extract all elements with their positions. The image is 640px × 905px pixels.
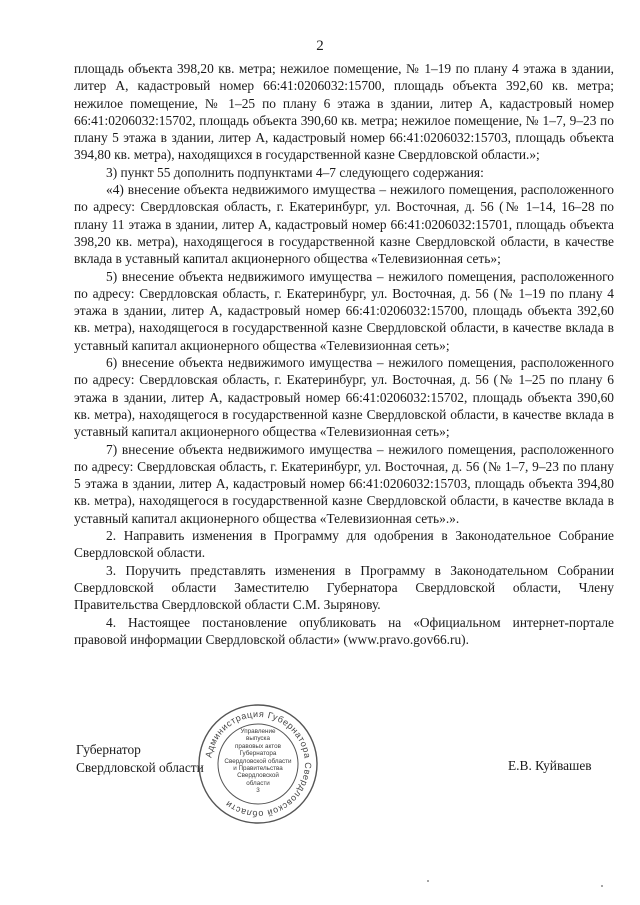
stamp-ring-text: Администрация Губернатора Свердловской области	[203, 708, 314, 820]
paragraph-subitem-5: 5) внесение объекта недвижимого имущества – нежилого помещения, расположенного по адресу: Свердловская область, г. Екатеринбург, ул. Восточная, д. 56 (№ 1–19 по плану 4 этажа в здании, литер А, кадастровый номер 66:41:0206032:15700, площадь объекта 392,60 кв. метра), находящегося в государственной казне Свердловской области, в качестве вклада в уставный капитал акционерного общества «Телевизионная сеть»;	[74, 268, 614, 353]
stamp-line: Управление	[240, 728, 276, 735]
stamp-line: и Правительства	[233, 765, 283, 773]
stamp-line: выпуска	[246, 735, 270, 743]
official-stamp	[196, 702, 320, 826]
scan-speck	[601, 885, 603, 887]
scan-speck	[427, 880, 429, 882]
stamp-line: Свердловской области	[224, 757, 292, 765]
stamp-line: области	[246, 779, 270, 787]
paragraph-subitem-7: 7) внесение объекта недвижимого имущества – нежилого помещения, расположенного по адресу: Свердловская область, г. Екатеринбург, ул. Восточная, д. 56 (№ 1–7, 9–23 по плану 5 этажа в здании, литер А, кадастровый номер 66:41:0206032:15703, площадь объекта 394,80 кв. метра), находящегося в государственной казне Свердловской области, в качестве вклада в уставный капитал акционерного общества «Телевизионная сеть».».	[74, 441, 614, 526]
signatory-position-line2: Свердловской области	[76, 759, 204, 775]
signatory-name: Е.В. Куйвашев	[508, 758, 592, 773]
paragraph-point-2: 2. Направить изменения в Программу для одобрения в Законодательное Собрание Свердловской области.	[74, 528, 614, 561]
paragraph-continuation: площадь объекта 398,20 кв. метра; нежилое помещение, № 1–19 по плану 4 этажа в здании, литер А, кадастровый номер 66:41:0206032:15700, площадь объекта 392,60 кв. метра; нежилое помещение, № 1–25 по плану 6 этажа в здании, литер А, кадастровый номер 66:41:0206032:15702, площадь объекта 390,60 кв. метра; нежилое помещение, № 1–7, 9–23 по плану 5 этажа в здании, литер А, кадастровый номер 66:41:0206032:15703, площадь объекта 394,80 кв. метра), находящихся в государственной казне Свердловской области.»;	[74, 61, 614, 163]
document-body	[74, 60, 614, 648]
stamp-line: правовых актов	[235, 742, 281, 750]
paragraph-point-3: 3. Поручить представлять изменения в Программу в Законодательном Собрании Свердловской области Заместителю Губернатора Свердловской области, Члену Правительства Свердловской области С.М. Зырянову.	[74, 562, 614, 613]
stamp-line: Губернатора	[239, 750, 277, 758]
paragraph-subitem-4: «4) внесение объекта недвижимого имущества – нежилого помещения, расположенного по адресу: Свердловская область, г. Екатеринбург, ул. Восточная, д. 56 (№ 1–14, 16–28 по плану 11 этажа в здании, литер А, кадастровый номер 66:41:0206032:15701, площадь объекта 398,20 кв. метра), находящегося в государственной казне Свердловской области, в качестве вклада в уставный капитал акционерного общества «Телевизионная сеть»;	[74, 182, 614, 267]
paragraph-point-4: 4. Настоящее постановление опубликовать на «Официальном интернет-портале правовой информации Свердловской области» (www.pravo.gov66.ru).	[74, 614, 614, 647]
stamp-line: Свердловской	[237, 772, 279, 780]
page-number: 2	[316, 38, 324, 54]
signatory-position-line1: Губернатор	[76, 742, 141, 757]
stamp-center-text	[220, 728, 296, 795]
paragraph-subitem-6: 6) внесение объекта недвижимого имущества – нежилого помещения, расположенного по адресу: Свердловская область, г. Екатеринбург, ул. Восточная, д. 56 (№ 1–25 по плану 6 этажа в здании, литер А, кадастровый номер 66:41:0206032:15702, площадь объекта 390,60 кв. метра), находящегося в государственной казне Свердловской области, в качестве вклада в уставный капитал акционерного общества «Телевизионная сеть»;	[74, 355, 614, 440]
paragraph-item-3: 3) пункт 55 дополнить подпунктами 4–7 следующего содержания:	[106, 164, 484, 180]
stamp-line: 3	[256, 787, 260, 795]
signatory-position	[76, 741, 204, 776]
